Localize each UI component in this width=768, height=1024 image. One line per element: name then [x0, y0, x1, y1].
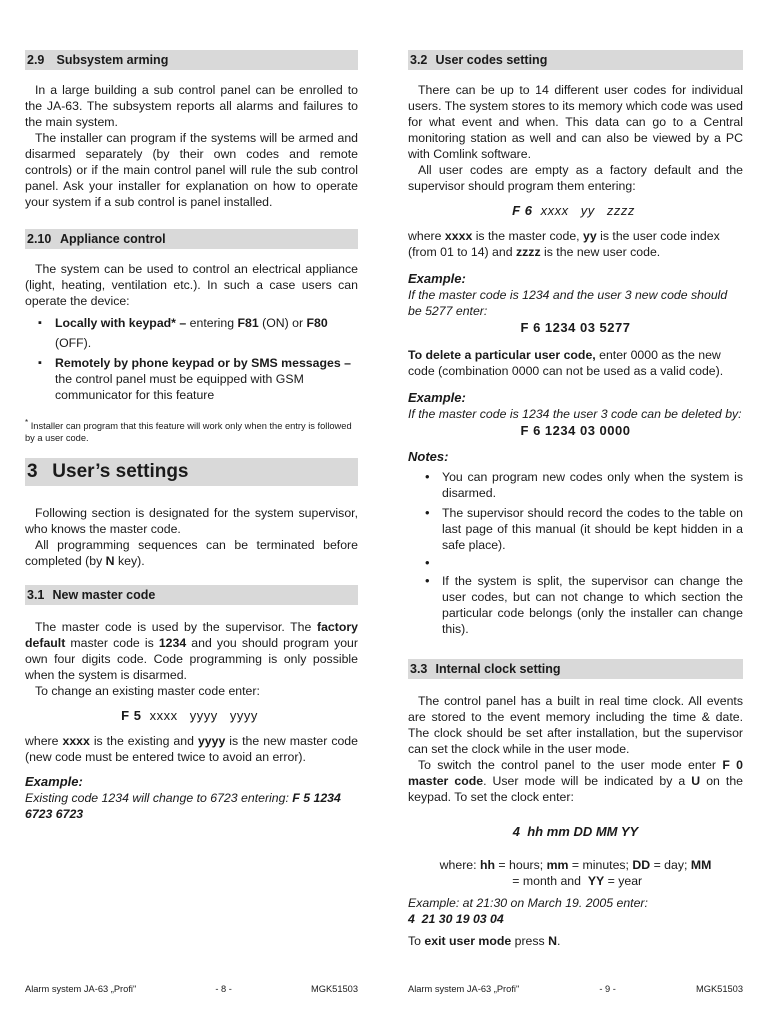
- paragraph: To change an existing master code enter:: [35, 684, 260, 699]
- paragraph: [408, 757, 743, 805]
- section-number: 3: [27, 461, 38, 483]
- footnote: [25, 417, 358, 444]
- section-heading-3-3: [408, 659, 743, 679]
- text: on the keypad. To set the clock enter:: [408, 774, 744, 804]
- key-sequence-part: F 6: [512, 203, 533, 218]
- notes-list: [408, 469, 743, 637]
- paragraph: [408, 933, 743, 949]
- bold-text: F 0 master code: [408, 758, 743, 788]
- section-heading-3-2: [408, 50, 743, 70]
- list-item: [55, 313, 358, 353]
- example-label: Example:: [408, 271, 466, 286]
- paragraph: All user codes are empty as a factory default and the supervisor should program them entering:: [408, 163, 743, 193]
- bold-text: zzzz: [516, 245, 541, 259]
- list-item: • You can program new codes only when the system is disarmed.: [442, 469, 743, 501]
- example-text: If the master code is 1234 the user 3 code can be deleted by:: [408, 407, 742, 421]
- example-text: [25, 790, 358, 822]
- text: (ON) or: [258, 316, 307, 330]
- text: = day;: [650, 858, 691, 872]
- text: press: [511, 934, 549, 948]
- list-item: [442, 555, 743, 571]
- paragraph: [25, 619, 358, 683]
- key-sequence-part: xxxx: [540, 203, 569, 218]
- text: All programming sequences can be terminated before completed (by: [25, 538, 358, 569]
- text: is the user code index (from 01 to 14) and: [408, 229, 720, 259]
- bold-text: F80: [306, 316, 328, 330]
- text: Existing code 1234 will change to 6723 entering:: [25, 791, 293, 806]
- document-code: MGK51503: [310, 984, 358, 994]
- key-sequence: 4 hh mm DD MM YY: [512, 824, 639, 839]
- paragraph: [408, 857, 743, 889]
- text: .: [557, 934, 561, 948]
- list-item: • If the system is split, the supervisor can change the user codes, but can not change to which section the particular code belongs (only the installer can change this).: [442, 573, 743, 637]
- key-sequence-part: xxxx: [149, 708, 178, 724]
- text: key).: [114, 554, 145, 569]
- section-title: Internal clock setting: [435, 662, 561, 676]
- section-number: 3.2: [410, 53, 428, 67]
- key-sequence-part: yyyy: [189, 708, 218, 724]
- section-number: 3.1: [27, 588, 45, 603]
- bold-text: DD: [632, 858, 651, 872]
- bold-text: hh: [479, 858, 495, 872]
- page-footer-left: [25, 984, 358, 994]
- text: Example: at 21:30 on March 19. 2005 enter:: [408, 896, 648, 910]
- text: is the master code,: [472, 229, 584, 243]
- section-heading-3-1: [25, 585, 358, 605]
- text: = month and: [508, 874, 588, 888]
- text: = year: [604, 874, 643, 888]
- bold-text: To delete a particular user code,: [408, 348, 596, 362]
- text: enter 0000 as the new code (combination 0000 can not be used as a valid code).: [408, 348, 724, 378]
- text: To: [408, 934, 425, 948]
- footer-title: Alarm system JA-63 „Profi": [408, 984, 520, 994]
- key-sequence: [25, 707, 358, 725]
- paragraph: [408, 347, 743, 379]
- paragraph: In a large building a sub control panel can be enrolled to the JA-63. The subsystem reports all alarms and failures to the main system.: [25, 83, 358, 129]
- section-heading-2-10: [25, 229, 358, 249]
- paragraph: The control panel has a built in real time clock. All events are stored to the event memory including the time & date. The clock should be set after installation, but the supervisor can set the clock while in the user mode.: [408, 694, 743, 756]
- text: = minutes;: [568, 858, 633, 872]
- example-label: Example:: [408, 390, 466, 405]
- bold-text: N: [548, 934, 557, 948]
- text: The master code is used by the supervisor. The: [35, 620, 317, 635]
- text: master code is: [65, 636, 159, 651]
- notes-label: Notes:: [408, 449, 449, 464]
- text: where:: [439, 858, 480, 872]
- key-sequence-part: yy: [580, 203, 595, 218]
- list-item: • The supervisor should record the codes to the table on last page of this manual (it should be kept hidden in a safe place).: [442, 505, 743, 553]
- bold-text: MM: [690, 858, 712, 872]
- paragraph: Following section is designated for the system supervisor, who knows the master code.: [25, 506, 358, 537]
- bold-text: N: [105, 554, 115, 569]
- text: entering: [186, 316, 238, 330]
- section-heading-2-9: [25, 50, 358, 70]
- key-sequence-part: zzzz: [606, 203, 635, 218]
- key-sequence: [408, 202, 743, 220]
- bold-text: Locally with keypad* –: [55, 316, 187, 330]
- text: where: [408, 229, 445, 243]
- bold-text: U: [691, 774, 701, 788]
- page-number: - 9 -: [599, 984, 616, 994]
- paragraph: The installer can program if the systems will be armed and disarmed separately (by their own codes and remote controls) or if the main control panel will rule the sub control panel. Ask your installer for explanation on how to operate your system if a sub control is panel installed.: [25, 131, 358, 209]
- key-sequence-part: yyyy: [229, 708, 258, 724]
- text: . User mode will be indicated by a: [483, 774, 692, 788]
- text: (OFF).: [55, 336, 92, 350]
- section-number: 2.10: [27, 232, 52, 246]
- text: = hours;: [495, 858, 547, 872]
- footnote-text: Installer can program that this feature will work only when the entry is followed by a user code.: [25, 421, 352, 444]
- page-number: - 8 -: [215, 984, 232, 994]
- section-title: New master code: [52, 588, 156, 603]
- text: and you should program your own four digits code. Code programming is only possible when the system is disarmed.: [25, 636, 358, 683]
- paragraph: [408, 228, 743, 260]
- section-title: Appliance control: [60, 232, 166, 246]
- bold-text: mm: [546, 858, 569, 872]
- bullet-list: [25, 313, 358, 403]
- text: where: [25, 734, 63, 749]
- text: To switch the control panel to the user mode enter: [418, 758, 723, 772]
- text: the control panel must be equipped with GSM communicator for this feature: [55, 372, 304, 402]
- bold-text: exit user mode: [424, 934, 512, 948]
- bold-text: YY: [587, 874, 605, 888]
- bold-text: yy: [583, 229, 597, 243]
- left-column: [25, 50, 358, 822]
- paragraph: There can be up to 14 different user codes for individual users. The system stores to its memory which code was used for what event and when. This data can go to a Central monitoring station as well and can also be viewed by a PC with Comlink software.: [408, 83, 743, 161]
- example-sequence: F 5 1234 6723 6723: [25, 791, 341, 822]
- page-footer-right: [408, 984, 743, 994]
- footnote-mark: *: [25, 418, 29, 427]
- bold-text: 1234: [158, 636, 187, 651]
- example-sequence: F 6 1234 03 5277: [520, 320, 631, 335]
- footer-title: Alarm system JA-63 „Profi": [25, 984, 137, 994]
- section-title: User’s settings: [52, 461, 189, 483]
- bold-text: xxxx: [444, 229, 473, 243]
- paragraph: The system can be used to control an electrical appliance (light, heating, ventilation etc.). In such a case users can operate the device:: [25, 262, 358, 308]
- right-column: [408, 50, 743, 949]
- example-sequence: 4 21 30 19 03 04: [408, 912, 504, 926]
- section-title: Subsystem arming: [56, 53, 169, 67]
- bold-text: factory default: [25, 620, 358, 651]
- example-label: Example:: [25, 774, 83, 790]
- section-number: 2.9: [27, 53, 45, 67]
- text: is the existing and: [89, 734, 198, 749]
- key-sequence-part: F 5: [121, 708, 142, 724]
- list-item: [55, 355, 358, 403]
- section-number: 3.3: [410, 662, 428, 676]
- document-code: MGK51503: [695, 984, 743, 994]
- example-text: If the master code is 1234 and the user 3 new code should be 5277 enter:: [408, 288, 728, 318]
- paragraph: [25, 537, 358, 569]
- bold-text: xxxx: [62, 734, 90, 749]
- text: is the new user code.: [540, 245, 661, 259]
- text: is the new master code (new code must be entered twice to avoid an error).: [25, 734, 358, 765]
- bold-text: yyyy: [197, 734, 226, 749]
- bold-text: F81: [237, 316, 259, 330]
- example-sequence: F 6 1234 03 0000: [520, 423, 631, 438]
- bold-text: Remotely by phone keypad or by SMS messages –: [55, 356, 351, 370]
- example-text: [408, 895, 743, 927]
- section-title: User codes setting: [435, 53, 548, 67]
- section-heading-3: [25, 458, 358, 486]
- paragraph: [25, 733, 358, 765]
